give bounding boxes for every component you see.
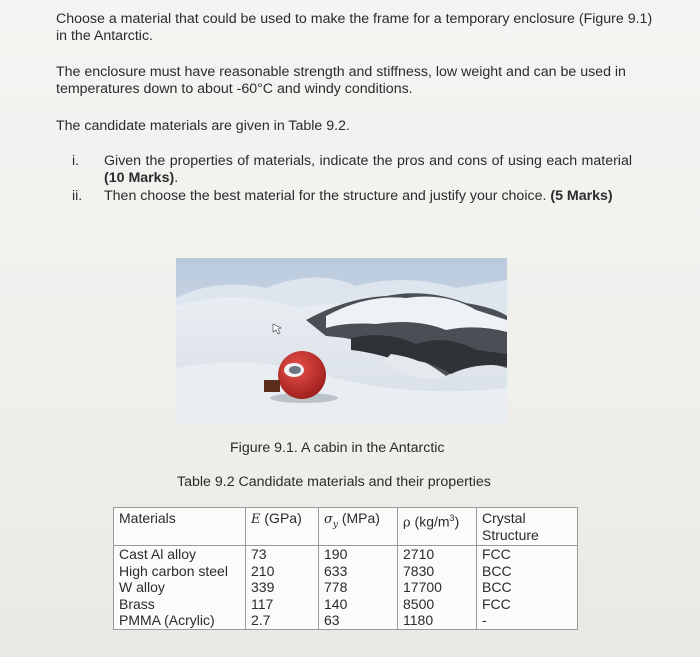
question-item xyxy=(72,188,632,205)
cell-modulus: 210 xyxy=(246,563,319,580)
table-caption: Table 9.2 Candidate materials and their properties xyxy=(177,474,491,490)
question-text: Then choose the best material for the structure and justify your choice. (5 Marks) xyxy=(104,188,613,204)
question-number: ii. xyxy=(72,188,83,204)
question-text: Given the properties of materials, indicate the pros and cons of using each material (10 Marks). xyxy=(104,153,632,186)
cell-density: 7830 xyxy=(398,563,477,580)
table-header-row xyxy=(114,508,578,546)
cell-yield-strength: 190 xyxy=(319,546,398,563)
cell-material: High carbon steel xyxy=(114,563,246,580)
header-crystal-structure: Crystal Structure xyxy=(477,508,578,546)
cell-material: W alloy xyxy=(114,579,246,596)
cell-yield-strength: 778 xyxy=(319,579,398,596)
antarctic-cabin-photo xyxy=(176,258,507,423)
cell-yield-strength: 140 xyxy=(319,596,398,613)
cell-modulus: 339 xyxy=(246,579,319,596)
cell-crystal: FCC xyxy=(477,596,578,613)
cell-modulus: 73 xyxy=(246,546,319,563)
cell-density: 8500 xyxy=(398,596,477,613)
photo-illustration xyxy=(176,258,507,423)
cell-density: 2710 xyxy=(398,546,477,563)
cell-material: Brass xyxy=(114,596,246,613)
table-row xyxy=(114,612,578,629)
cell-crystal: BCC xyxy=(477,563,578,580)
cell-yield-strength: 63 xyxy=(319,612,398,629)
question-list xyxy=(72,153,632,206)
question-marks: (5 Marks) xyxy=(550,188,613,204)
table-row xyxy=(114,546,578,563)
cell-yield-strength: 633 xyxy=(319,563,398,580)
figure-caption: Figure 9.1. A cabin in the Antarctic xyxy=(230,440,445,456)
question-number: i. xyxy=(72,153,80,169)
question-marks: (10 Marks) xyxy=(104,170,175,186)
intro-paragraph-2: The enclosure must have reasonable strength and stiffness, low weight and can be used in temperatures down to about -60°C and windy conditions. xyxy=(56,64,626,97)
header-modulus: E (GPa) xyxy=(246,508,319,546)
materials-table xyxy=(113,507,578,630)
cell-crystal: - xyxy=(477,612,578,629)
cell-material: PMMA (Acrylic) xyxy=(114,612,246,629)
cell-crystal: FCC xyxy=(477,546,578,563)
intro-paragraph-3: The candidate materials are given in Table 9.2. xyxy=(56,118,350,134)
header-yield-strength: $\sigma_y$ (MPa) xyxy=(319,508,398,546)
cell-density: 1180 xyxy=(398,612,477,629)
cell-density: 17700 xyxy=(398,579,477,596)
table-row xyxy=(114,579,578,596)
cell-modulus: 2.7 xyxy=(246,612,319,629)
table-row xyxy=(114,596,578,613)
table-row xyxy=(114,563,578,580)
cell-material: Cast Al alloy xyxy=(114,546,246,563)
question-item xyxy=(72,153,632,187)
header-density: ρ $(kg/m^3)$ xyxy=(398,508,477,546)
intro-paragraph-1: Choose a material that could be used to make the frame for a temporary enclosure (Figure 9.1) in the Antarctic. xyxy=(56,11,653,44)
cell-crystal: BCC xyxy=(477,579,578,596)
cell-modulus: 117 xyxy=(246,596,319,613)
header-materials: Materials xyxy=(114,508,246,546)
